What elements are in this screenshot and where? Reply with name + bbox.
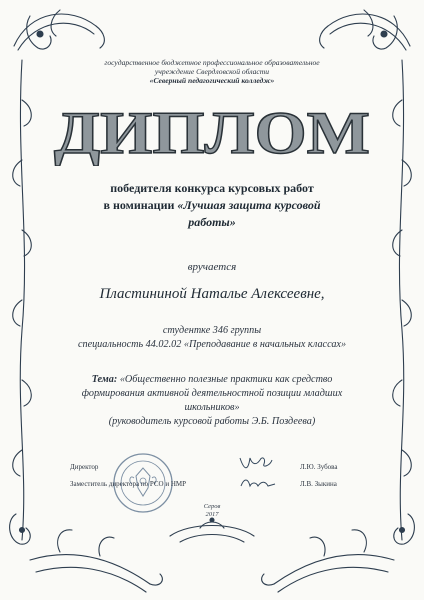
header-line-2: учреждение Свердловской области xyxy=(154,67,270,76)
header-line-3: «Северный педагогический колледж» xyxy=(149,76,275,85)
subtitle-line-1: победителя конкурса курсовых работ xyxy=(110,181,314,195)
corner-ornament-bottom-right xyxy=(262,530,394,592)
deputy-signature xyxy=(238,474,278,492)
theme-line-3: школьников» xyxy=(184,402,240,413)
nomination-name: «Лучшая защита курсовой xyxy=(177,198,321,212)
director-title: Директор xyxy=(70,463,99,471)
corner-ornament-top-right xyxy=(320,10,410,50)
student-info xyxy=(0,324,424,352)
header-line-1: государственное бюджетное профессиональное образовательное xyxy=(104,58,320,67)
theme-line-1 xyxy=(0,373,424,387)
theme-block xyxy=(0,373,424,429)
deputy-title: Заместитель директора по РСО и НМР xyxy=(70,480,187,488)
subtitle-line-3: работы» xyxy=(188,215,236,229)
awarded-label: вручается xyxy=(187,261,237,273)
place: Серов xyxy=(203,503,221,510)
year: 2017 xyxy=(205,511,219,518)
deputy-name: Л.В. Зыкина xyxy=(300,480,337,488)
theme-text-1: «Общественно полезные практики как средство xyxy=(117,374,333,385)
student-group: студентке 346 группы xyxy=(162,325,262,336)
diploma-title xyxy=(0,96,424,166)
student-specialty: специальность 44.02.02 «Преподавание в начальных классах» xyxy=(77,339,347,350)
subtitle-line-2-prefix: в номинации xyxy=(103,198,178,212)
place-and-year xyxy=(0,503,424,519)
director-name: Л.Ю. Зубова xyxy=(300,463,338,471)
institution-header xyxy=(0,58,424,85)
director-signature xyxy=(236,452,276,474)
diploma-title-text: ДИПЛОМ xyxy=(54,100,370,166)
theme-line-2: формирования активной деятельностной позиции младших xyxy=(81,388,343,399)
subtitle-line-2 xyxy=(0,197,424,214)
corner-ornament-top-left xyxy=(14,10,104,50)
award-subtitle xyxy=(0,180,424,231)
corner-ornament-bottom-left xyxy=(30,530,162,592)
theme-label: Тема: xyxy=(91,374,118,385)
supervisor-line: (руководитель курсовой работы Э.Б. Поздеева) xyxy=(108,416,316,427)
recipient-name: Пластининой Наталье Алексеевне, xyxy=(99,286,325,302)
bottom-center-ornament xyxy=(170,518,254,542)
